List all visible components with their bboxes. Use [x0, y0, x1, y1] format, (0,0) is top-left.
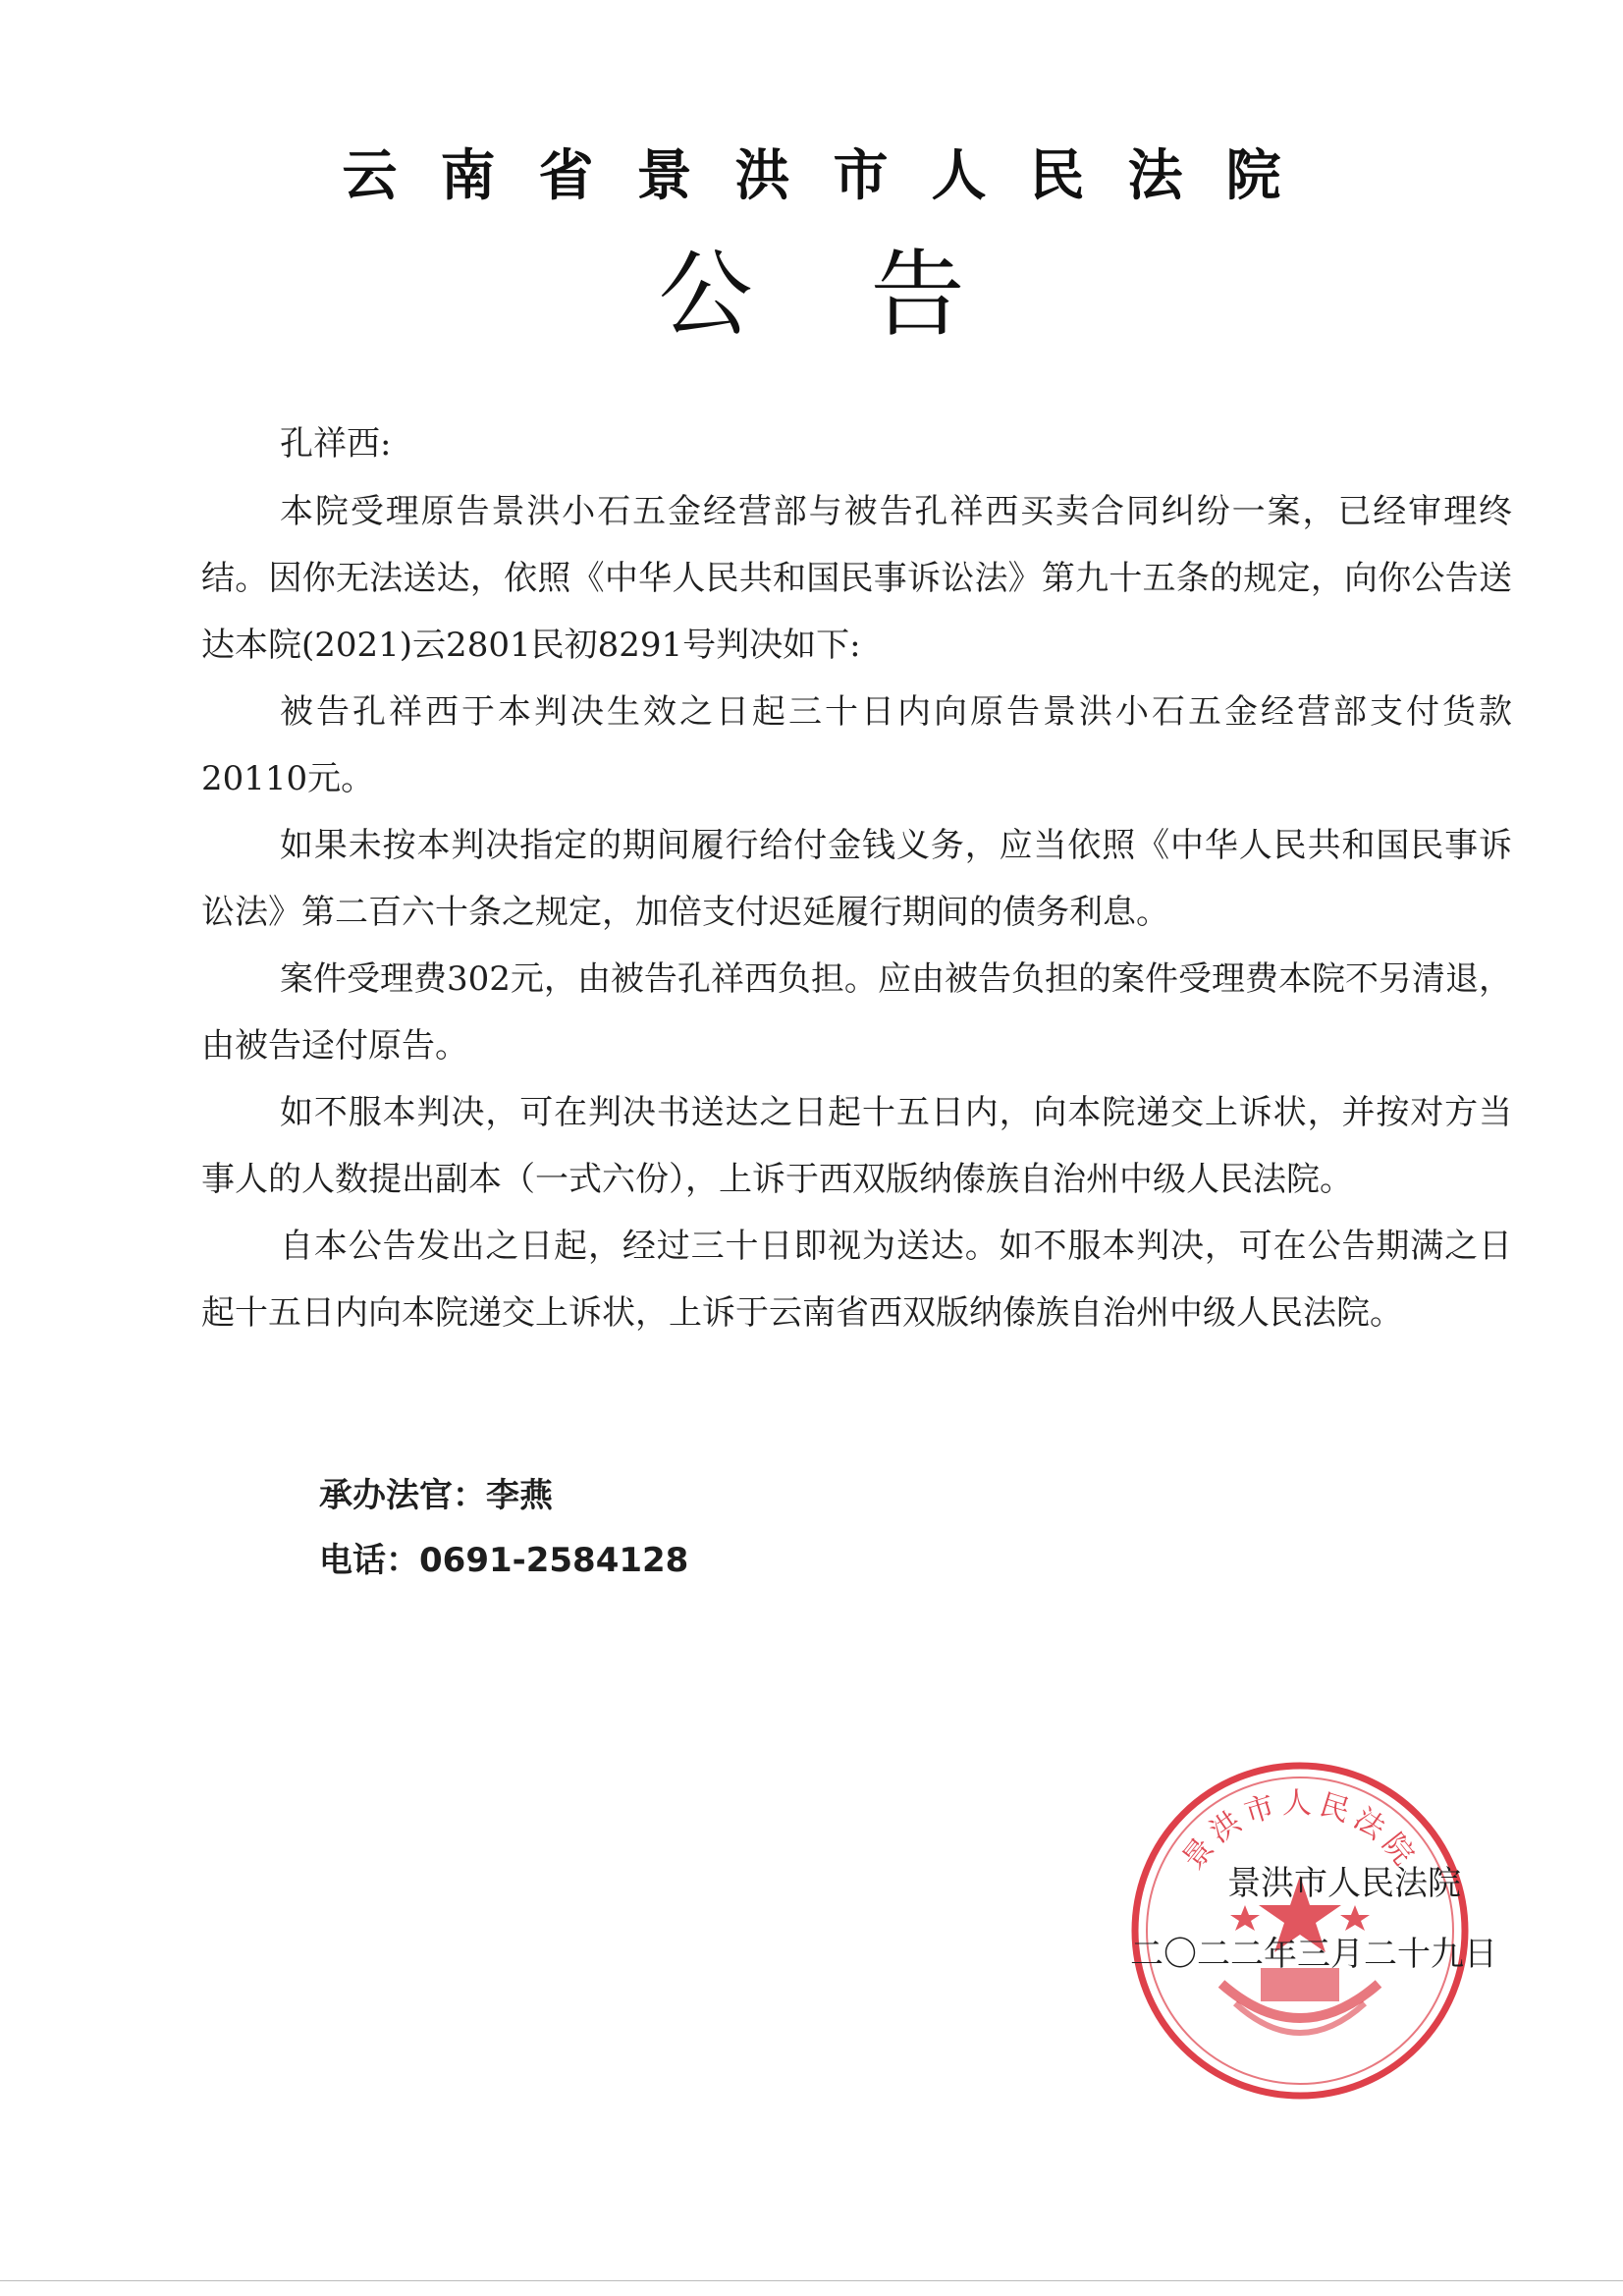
paragraph: 自本公告发出之日起，经过三十日即视为送达。如不服本判决，可在公告期满之日起十五日内向本院递交上诉状，上诉于云南省西双版纳傣族自治州中级人民法院。 [201, 1227, 1512, 1333]
signature-date: 二〇二二年三月二十九日 [1130, 1935, 1497, 1974]
judge-name: 承办法官：李燕 [319, 1476, 553, 1515]
judge-phone: 电话：0691-2584128 [319, 1541, 689, 1580]
paragraph: 如果未按本判决指定的期间履行给付金钱义务，应当依照《中华人民共和国民事诉讼法》第二百六十条之规定，加倍支付迟延履行期间的债务利息。 [201, 826, 1512, 932]
notice-body [201, 410, 1512, 1346]
notice-title: 公告 [658, 240, 1083, 350]
paragraph: 案件受理费302元，由被告孔祥西负担。应由被告负担的案件受理费本院不另清退，由被告迳付原告。 [201, 959, 1512, 1066]
contact-block [319, 1463, 688, 1593]
paragraph: 被告孔祥西于本判决生效之日起三十日内向原告景洪小石五金经营部支付货款20110元。 [201, 692, 1512, 798]
court-seal-icon [1127, 1758, 1473, 2104]
scan-edge-divider [0, 2280, 1623, 2281]
paragraph: 本院受理原告景洪小石五金经营部与被告孔祥西买卖合同纠纷一案，已经审理终结。因你无法送达，依照《中华人民共和国民事诉讼法》第九十五条的规定，向你公告送达本院(2021)云2801民初8291号判决如下: [201, 492, 1512, 665]
paragraph: 如不服本判决，可在判决书送达之日起十五日内，向本院递交上诉状，并按对方当事人的人数提出副本（一式六份），上诉于西双版纳傣族自治州中级人民法院。 [201, 1093, 1512, 1199]
seal-text: 景洪市人民法院 [1175, 1786, 1425, 1877]
signature-court: 景洪市人民法院 [1227, 1864, 1461, 1903]
court-title: 云南省景洪市人民法院 [342, 144, 1325, 208]
salutation: 孔祥西: [280, 424, 392, 464]
